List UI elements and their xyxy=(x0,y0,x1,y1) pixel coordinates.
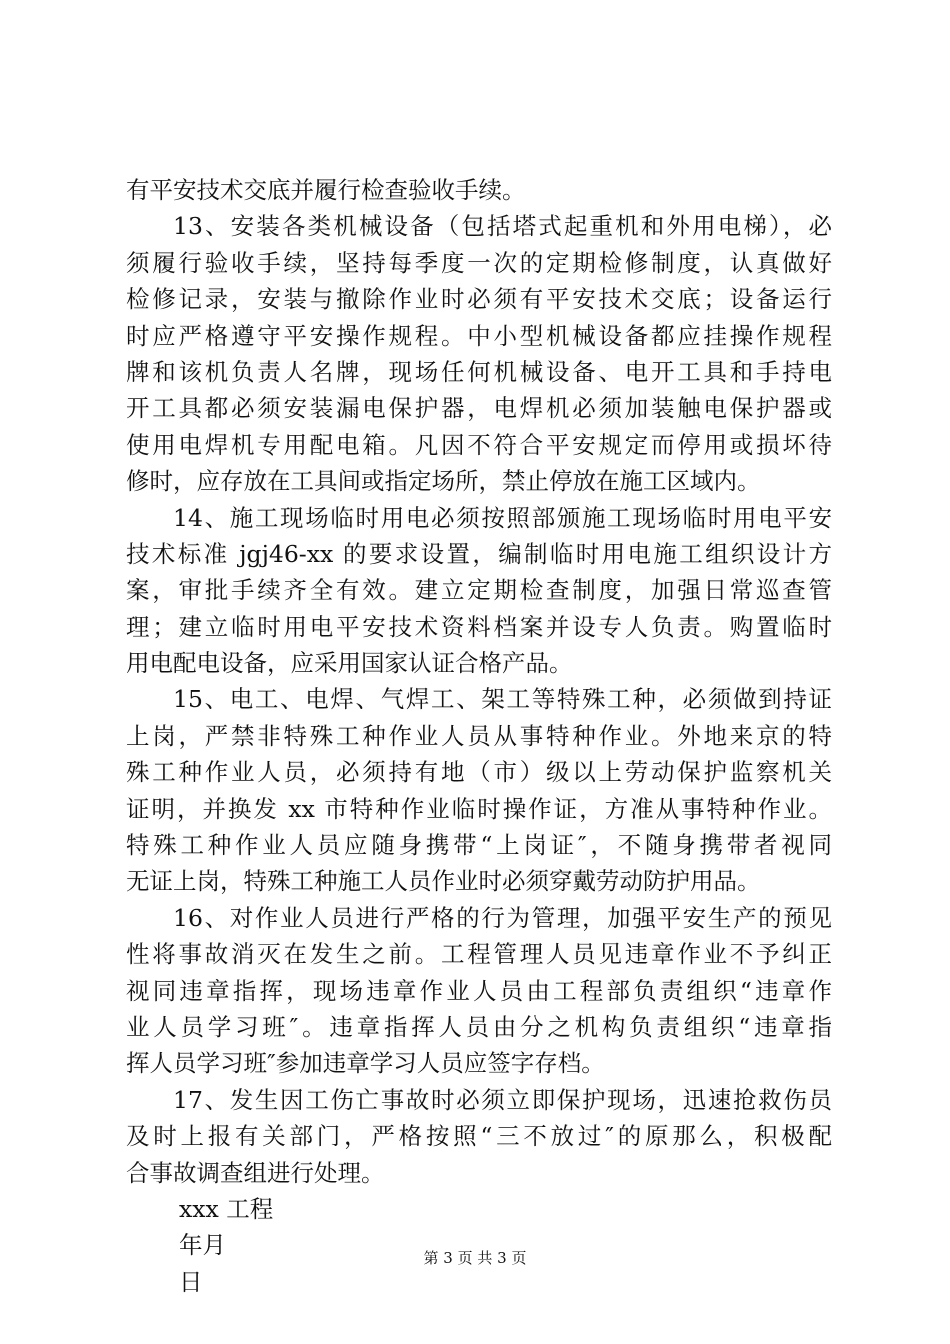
text-line: 检修记录，安装与撤除作业时必须有平安技术交底；设备运行 xyxy=(126,285,832,314)
text-line: 性将事故消灭在发生之前。工程管理人员见违章作业不予纠正 xyxy=(126,940,832,969)
text-line: 开工具都必须安装漏电保护器，电焊机必须加装触电保护器或 xyxy=(126,394,832,423)
text-line: 合事故调查组进行处理。 xyxy=(126,1158,385,1187)
text-line: 证明，并换发 xx 市特种作业临时操作证，方准从事特种作业。 xyxy=(126,794,832,823)
text-line: 使用电焊机专用配电箱。凡因不符合平安规定而停用或损坏待 xyxy=(126,430,832,459)
text-line: 挥人员学习班″参加违章学习人员应签字存档。 xyxy=(126,1049,605,1078)
text-line: 案，审批手续齐全有效。建立定期检查制度，加强日常巡查管 xyxy=(126,576,832,605)
text-line: 业人员学习班″。违章指挥人员由分之机构负责组织“违章指 xyxy=(126,1012,832,1041)
text-line: 牌和该机负责人名牌，现场任何机械设备、电开工具和手持电 xyxy=(126,357,832,386)
text-line: 16、对作业人员进行严格的行为管理，加强平安生产的预见 xyxy=(173,903,832,932)
text-line: 有平安技术交底并履行检查验收手续。 xyxy=(126,176,526,204)
page-footer: 第 3 页 共 3 页 xyxy=(423,1249,527,1267)
text-line: 须履行验收手续，坚持每季度一次的定期检修制度，认真做好 xyxy=(126,248,832,277)
text-line: 技术标准 jgj46-xx 的要求设置，编制临时用电施工组织设计方 xyxy=(126,539,832,568)
text-line: 殊工种作业人员，必须持有地（市）级以上劳动保护监察机关 xyxy=(126,758,832,787)
text-line: 理；建立临时用电平安技术资料档案并设专人负责。购置临时 xyxy=(126,612,832,641)
text-line: 用电配电设备，应采用国家认证合格产品。 xyxy=(126,649,573,678)
paragraph-lines xyxy=(126,172,832,1191)
text-line: 及时上报有关部门，严格按照“三不放过″的原那么，积极配 xyxy=(126,1122,832,1151)
text-line: 视同违章指挥，现场违章作业人员由工程部负责组织“违章作 xyxy=(126,976,832,1005)
text-line: 13、安装各类机械设备（包括塔式起重机和外用电梯），必 xyxy=(173,212,832,241)
text-line: 14、施工现场临时用电必须按照部颁施工现场临时用电平安 xyxy=(173,503,832,532)
text-line: 时应严格遵守平安操作规程。中小型机械设备都应挂操作规程 xyxy=(126,321,832,350)
text-line: 15、电工、电焊、气焊工、架工等特殊工种，必须做到持证 xyxy=(173,685,832,714)
signature-line: 日 xyxy=(179,1267,203,1296)
signature-line: xxx 工程 xyxy=(179,1194,274,1223)
signature-block xyxy=(126,1191,832,1300)
text-line: 无证上岗，特殊工种施工人员作业时必须穿戴劳动防护用品。 xyxy=(126,867,761,896)
text-line: 17、发生因工伤亡事故时必须立即保护现场，迅速抢救伤员 xyxy=(173,1085,832,1114)
document-body xyxy=(126,172,832,1300)
signature-line: 年月 xyxy=(179,1231,226,1260)
text-line: 上岗，严禁非特殊工种作业人员从事特种作业。外地来京的特 xyxy=(126,721,832,750)
text-line: 特殊工种作业人员应随身携带“上岗证″，不随身携带者视同 xyxy=(126,831,832,860)
text-line: 修时，应存放在工具间或指定场所，禁止停放在施工区域内。 xyxy=(126,467,761,496)
